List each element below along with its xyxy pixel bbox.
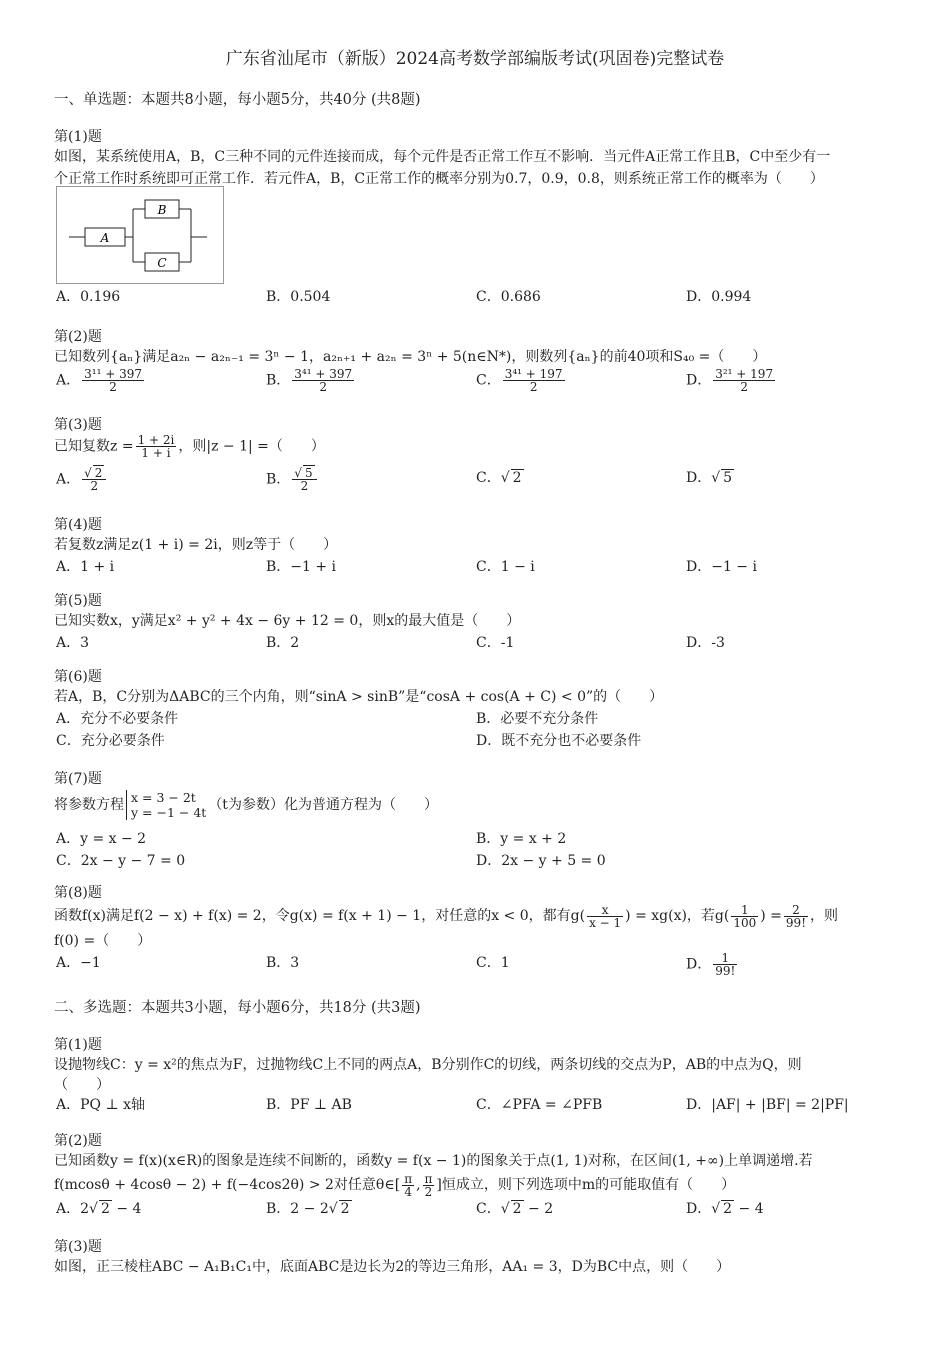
question-number: 第(8)题 — [54, 885, 102, 901]
question-stem: f(mcosθ + 4cosθ − 2) + f(−4cos2θ) > 2对任意θ∈[ $\frac{\pi}{4}$ , $\frac{\pi}{2}$ ]恒成立，则下列选项中m的可能取值有（ ） — [54, 1171, 736, 1199]
circuit-label-c: C — [157, 256, 167, 270]
page-title: 广东省汕尾市（新版）2024高考数学部编版考试(巩固卷)完整试卷 — [225, 49, 725, 69]
question-number: 第(2)题 — [54, 329, 102, 345]
question-5 — [54, 592, 904, 654]
question-8 — [54, 884, 904, 982]
question-stem: 设抛物线C：y = x²的焦点为F，过抛物线C上不同的两点A，B分别作C的切线，两条切线的交点为P，AB的中点为Q，则 — [54, 1057, 802, 1073]
option-d[interactable]: D． $\frac{\text{3²¹ + 197}}{2}$ — [686, 367, 774, 394]
question-number: 第(5)题 — [54, 593, 102, 609]
question-1 — [54, 128, 904, 190]
question-stem: 已知数列{aₙ}满足a₂ₙ − a₂ₙ₋₁ = 3ⁿ − 1，a₂ₙ₊₁ + a₂ₙ = 3ⁿ + 5(n∈N*)，则数列{aₙ}的前40项和S₄₀ =（ ） — [54, 349, 767, 365]
question-7 — [54, 770, 904, 872]
option-c[interactable]: C．√ 2 — [476, 470, 522, 486]
option-a[interactable]: A．1 + i — [56, 559, 115, 575]
question-1-options — [54, 286, 904, 308]
option-b[interactable]: B．PF ⊥ AB — [266, 1097, 352, 1113]
question-6 — [54, 668, 904, 752]
option-a[interactable]: A．y = x − 2 — [56, 831, 147, 847]
question-number: 第(7)题 — [54, 771, 102, 787]
question-number: 第(1)题 — [54, 129, 102, 145]
option-a[interactable]: A．PQ ⊥ x轴 — [56, 1097, 145, 1113]
question-number: 第(1)题 — [54, 1037, 102, 1053]
question-stem: （ ） — [54, 1077, 110, 1093]
option-d[interactable]: D． $\frac{1}{99!}$ — [686, 951, 736, 978]
option-a[interactable]: A． $\frac{\text{3¹¹ + 397}}{2}$ — [56, 367, 142, 394]
option-b[interactable]: B．2 — [266, 635, 300, 651]
question-number: 第(3)题 — [54, 417, 102, 433]
option-d[interactable]: D．−1 − i — [686, 559, 757, 575]
option-c[interactable]: C．∠PFA = ∠PFB — [476, 1097, 603, 1113]
option-b[interactable]: B．0.504 — [266, 289, 331, 305]
option-c[interactable]: C． $\frac{\text{3⁴¹ + 197}}{2}$ — [476, 367, 563, 394]
question-stem: f(0) =（ ） — [54, 933, 152, 949]
option-d[interactable]: D．0.994 — [686, 289, 752, 305]
question-number: 第(6)题 — [54, 669, 102, 685]
circuit-label-b: B — [157, 203, 167, 217]
question-stem: 若A，B，C分别为ΔABC的三个内角，则“sinA > sinB”是“cosA + cos(A + C) < 0”的（ ） — [54, 689, 664, 705]
option-d[interactable]: D．既不充分也不必要条件 — [476, 733, 642, 749]
section-heading-multiple-choice: 二、多选题：本题共3小题，每小题6分，共18分 (共3题) — [54, 1000, 421, 1016]
option-c[interactable]: C．0.686 — [476, 289, 541, 305]
question-2 — [54, 328, 904, 398]
question-stem: 已知函数y = f(x)(x∈R)的图象是连续不间断的，函数y = f(x − 1)的图象关于点(1, 1)对称，在区间(1, +∞)上单调递增.若 — [54, 1153, 813, 1169]
circuit-label-a: A — [100, 231, 110, 245]
option-a[interactable]: A．2√ 2 − 4 — [56, 1201, 142, 1217]
option-d[interactable]: D．√ 2 − 4 — [686, 1201, 764, 1217]
option-b[interactable]: B．−1 + i — [266, 559, 337, 575]
question-4 — [54, 516, 904, 578]
option-a[interactable]: A．充分不必要条件 — [56, 711, 179, 727]
option-c[interactable]: C．充分必要条件 — [56, 733, 165, 749]
option-a[interactable]: A．3 — [56, 635, 90, 651]
option-c[interactable]: C．1 — [476, 955, 510, 971]
option-d[interactable]: D．2x − y + 5 = 0 — [476, 853, 606, 869]
option-a[interactable]: A． $\frac{√ 2}{2}$ — [56, 467, 108, 492]
option-d[interactable]: D．√ 5 — [686, 470, 733, 486]
circuit-diagram — [56, 186, 224, 284]
question-number: 第(3)题 — [54, 1239, 102, 1255]
question-3 — [54, 416, 904, 507]
option-b[interactable]: B．必要不充分条件 — [476, 711, 599, 727]
option-b[interactable]: B．3 — [266, 955, 300, 971]
question-stem: 如图，正三棱柱ABC − A₁B₁C₁中，底面ABC是边长为2的等边三角形，AA₁ = 3，D为BC中点，则（ ） — [54, 1259, 731, 1275]
option-b[interactable]: B．y = x + 2 — [476, 831, 567, 847]
multi-question-3 — [54, 1238, 904, 1278]
multi-question-2 — [54, 1132, 904, 1220]
option-c[interactable]: C．1 − i — [476, 559, 535, 575]
question-stem: 已知实数x，y满足x² + y² + 4x − 6y + 12 = 0，则x的最大值是（ ） — [54, 613, 521, 629]
question-stem: 个正常工作时系统即可正常工作．若元件A，B，C正常工作的概率分别为0.7，0.9，0.8，则系统正常工作的概率为（ ） — [54, 171, 824, 187]
option-d[interactable]: D．|AF| + |BF| = 2|PF| — [686, 1097, 849, 1113]
question-stem: 若复数z满足z(1 + i) = 2i，则z等于（ ） — [54, 537, 338, 553]
question-stem: 如图，某系统使用A，B，C三种不同的元件连接而成，每个元件是否正常工作互不影响．当元件A正常工作且B，C中至少有一 — [54, 149, 831, 165]
multi-question-1 — [54, 1036, 904, 1116]
option-c[interactable]: C．2x − y − 7 = 0 — [56, 853, 186, 869]
question-number: 第(4)题 — [54, 517, 102, 533]
option-c[interactable]: C．√ 2 − 2 — [476, 1201, 554, 1217]
option-a[interactable]: A．−1 — [56, 955, 101, 971]
option-c[interactable]: C．-1 — [476, 635, 515, 651]
question-number: 第(2)题 — [54, 1133, 102, 1149]
option-d[interactable]: D．-3 — [686, 635, 725, 651]
option-b[interactable]: B． $\frac{√ 5}{2}$ — [266, 467, 319, 492]
option-b[interactable]: B．2 − 2√ 2 — [266, 1201, 350, 1217]
question-stem: 已知复数z = $\frac{1 + 2i}{1 + i}$ ，则|z − 1| =（ ） — [54, 433, 325, 460]
section-heading-single-choice: 一、单选题：本题共8小题，每小题5分，共40分 (共8题) — [54, 92, 421, 108]
option-b[interactable]: B． $\frac{\text{3⁴¹ + 397}}{2}$ — [266, 367, 353, 394]
option-a[interactable]: A．0.196 — [56, 289, 121, 305]
question-stem: 函数f(x)满足f(2 − x) + f(x) = 2，令g(x) = f(x + 1) − 1，对任意的x < 0，都有g( $\frac{x}{x - 1}$ ) = xg(x)，若g( $\frac{1}{100}$ ) = $\frac{2}{99!}$ ，则 — [54, 902, 839, 930]
question-stem: 将参数方程 x = 3 − 2t y = −1 − 4t （t为参数）化为普通方程为（ ） — [54, 790, 438, 820]
